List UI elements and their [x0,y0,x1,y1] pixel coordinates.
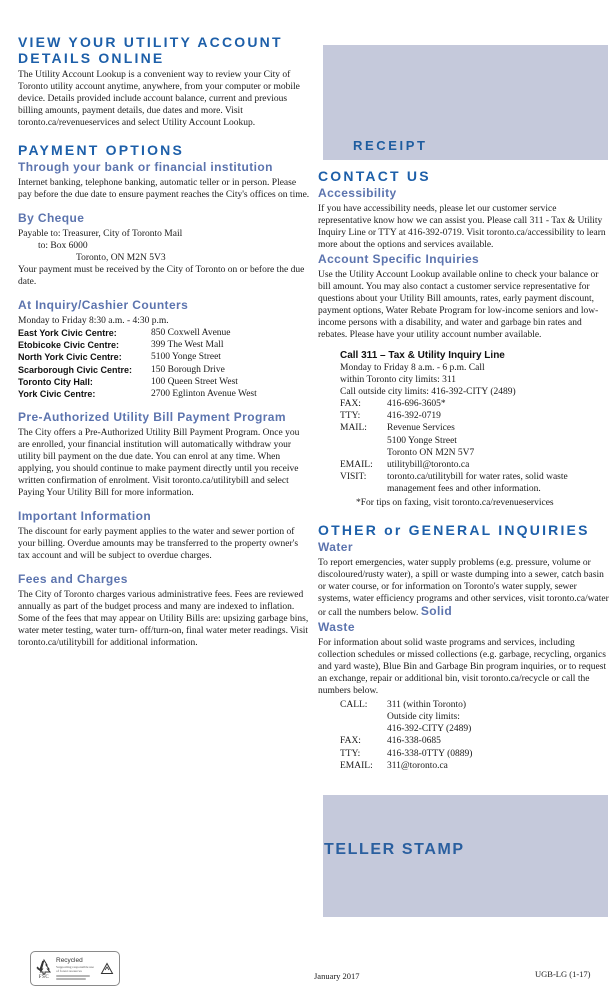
fees-body: The City of Toronto charges various administrative fees. Fees are reviewed annually as part of the budget process and many are indexed to inflation. Some of the fees that may appear on Utility Bills are: upsizing garbage bins, water meter testing, water turn- off/turn-on, final water meter readings. Visit toronto.ca/utilitybill for additional information. [18,590,309,649]
contact-row [340,748,609,760]
table-row [18,327,310,339]
teller-stamp-box [323,795,608,917]
accessibility-body: If you have accessibility needs, please let our customer service representative know how we can assist you. Please call 311 - Tax & Utility Inquiry Line or TTY at 416-392-0719. Visit toronto.ca/accessibility to learn more about the options and services available. [318,204,606,250]
contact-label [340,711,387,723]
waste-contact-block [318,699,609,772]
civic-centre-address: 5100 Yonge Street [151,352,221,363]
civic-centre-name: Toronto City Hall: [18,376,93,387]
online-details-title: VIEW YOUR UTILITY ACCOUNT DETAILS ONLINE [18,34,283,66]
important-info-heading: Important Information [18,509,152,524]
fax-footnote: *For tips on faxing, visit toronto.ca/revenueservices [356,497,554,508]
waste-heading: Waste [318,619,355,634]
contact-label [340,435,387,447]
contact-label: CALL: [340,699,368,710]
contact-value: 311 (within Toronto) [387,699,467,710]
table-row [18,364,310,376]
fsc-tree-icon [36,957,52,975]
contact-row [340,483,609,495]
civic-centre-name: Scarborough Civic Centre: [18,364,133,375]
table-row [18,339,310,351]
fsc-fine-print-line [56,978,86,980]
preauth-heading: Pre-Authorized Utility Bill Payment Program [18,410,286,425]
civic-centre-address: 2700 Eglinton Avenue West [151,389,257,400]
contact-value: 416-338-0TTY (0889) [387,748,473,759]
counters-heading: At Inquiry/Cashier Counters [18,298,189,312]
civic-centre-address: 399 The West Mall [151,340,224,351]
contact-row [340,699,609,711]
footer-form-code: UGB-LG (1-17) [535,969,591,979]
important-info-body: The discount for early payment applies to the water and sewer portion of your billing. Overdue amounts may be transferred to the property owner's tax account and will be subject to overdue charges. [18,527,299,562]
contact-label [340,447,387,459]
fsc-tagline: Supporting responsible use of forest resources [56,965,94,973]
contact-label: FAX: [340,736,361,747]
cheque-note: Your payment must be received by the City of Toronto on or before the due date. [18,265,305,287]
contact-row [340,760,609,772]
civic-centre-name: Etobicoke Civic Centre: [18,340,120,351]
bank-heading: Through your bank or financial institution [18,160,273,174]
waste-body: For information about solid waste programs and services, including collection schedules or missed collections (e.g. garbage, recycling, organics and yard waste), Blue Bin and Garbage Bin program inquiries, or to request an exchange, repair or additional bin, visit toronto.ca/recycle or call the numbers below. [318,637,607,696]
contact-label: MAIL: [340,423,367,434]
contact-value: management fees and other information. [387,484,541,495]
preauth-body: The City offers a Pre-Authorized Utility Bill Payment Program. Once you are enrolled, your financial institution will automatically withdraw your utility bill payment on the due date. You can enrol at any time. When applying, you should continue to make payment directly until you receive written confirmation of enrolment. Visit toronto.ca/utilitybill and select Paying Your Utility Bill for more information. [18,428,300,499]
bank-body: Internet banking, telephone banking, automatic teller or in person. Please pay before the due date to ensure payment reaches the City's offices on time. [18,178,310,200]
recycled-label: Recycled [56,957,83,964]
left-column [18,34,310,651]
water-body-text: To report emergencies, water supply problems (e.g. pressure, volume or discoloured/rusty water), a spill or waste dumping into a sewer, catch basin or water course, or for information on Toronto's water supply, sewer systems, water efficiency programs and other services, visit toronto.ca/water or call the numbers below. [318,557,609,618]
contact-row [340,735,609,747]
civic-centre-name: North York Civic Centre: [18,352,122,363]
water-heading: Water [318,539,353,554]
contact-row [340,723,609,735]
other-inquiries-title: OTHER or GENERAL INQUIRIES [318,521,590,538]
cheque-heading: By Cheque [18,211,85,225]
contact-us-title: CONTACT US [318,168,431,184]
account-inquiries-body: Use the Utility Account Lookup available online to check your balance or bill amount. You may also contact a customer service representative for questions about your Utility Bill amounts, rates, early payment discount, payment options, Water Rebate Program for low-income seniors and low-income persons with a disability, and water and garbage bin rates and rebates. Please have your utility account number available. [318,270,599,340]
contact-label [340,723,387,735]
fsc-fine-print-line [56,975,90,977]
recycle-symbol [100,962,115,976]
contact-row [340,410,609,422]
contact-value: 416-392-0719 [387,411,441,422]
contact-label: VISIT: [340,472,367,483]
call311-heading: Call 311 – Tax & Utility Inquiry Line [340,350,505,361]
receipt-label: RECEIPT [353,138,428,153]
civic-centre-address: 100 Queen Street West [151,376,238,387]
table-row [18,376,310,388]
teller-stamp-label: TELLER STAMP [324,841,465,858]
call311-contact-block [318,349,609,509]
fsc-word: FSC [38,975,50,980]
contact-value: Toronto ON M2N 5V7 [387,447,475,458]
account-inquiries-heading: Account Specific Inquiries [318,252,480,266]
contact-label: EMAIL: [340,760,373,771]
payment-options-title: PAYMENT OPTIONS [18,142,185,158]
call311-outside-limits: Call outside city limits: 416-392-CITY (2489) [340,387,516,397]
cheque-city-line: Toronto, ON M2N 5V3 [76,253,166,263]
cheque-box-line: to: Box 6000 [38,241,88,251]
contact-value: 311@toronto.ca [387,760,448,771]
solid-inline-heading: Solid [420,603,453,618]
contact-row [340,398,609,410]
footer-date: January 2017 [314,971,360,981]
contact-row [340,711,609,723]
call311-hours: Monday to Friday 8 a.m. - 6 p.m. Call [340,363,485,373]
water-body [318,557,609,619]
table-row [18,388,310,400]
recycle-triangle-icon [100,962,114,976]
contact-value: toronto.ca/utilitybill for water rates, solid waste [387,472,568,483]
contact-row [340,471,609,483]
contact-value: Revenue Services [387,423,455,434]
contact-row [340,459,609,471]
contact-label: EMAIL: [340,460,373,471]
contact-value: 5100 Yonge Street [387,435,457,446]
contact-value: Outside city limits: [387,712,460,723]
fsc-recycled-badge [30,951,120,986]
contact-row [340,422,609,434]
civic-centre-name: York Civic Centre: [18,389,96,400]
contact-value: utilitybill@toronto.ca [387,460,470,471]
counters-hours: Monday to Friday 8:30 a.m. - 4:30 p.m. [18,316,169,326]
contact-row [340,435,609,447]
contact-value: 416-696-3605* [387,399,446,409]
contact-row [340,447,609,459]
fsc-text-block [56,957,97,980]
contact-value: 416-338-0685 [387,736,441,747]
receipt-stamp-box [323,45,608,160]
contact-label: TTY: [340,411,361,422]
civic-centre-address: 150 Borough Drive [151,364,225,375]
right-column [318,168,609,772]
fees-heading: Fees and Charges [18,572,128,587]
online-details-body: The Utility Account Lookup is a convenient way to review your City of Toronto utility account anytime, anywhere, from your computer or mobile device. Details provided include account balance, current and previous billing amounts, payment details, due dates and more. Visit toronto.ca/revenueservices and select Utility Account Lookup. [18,70,300,128]
table-row [18,351,310,363]
contact-value: 416-392-CITY (2489) [387,724,472,735]
fsc-logo [35,957,53,980]
contact-label: TTY: [340,748,361,759]
call311-within-limits: within Toronto city limits: 311 [340,375,456,385]
civic-centre-name: East York Civic Centre: [18,328,117,338]
accessibility-heading: Accessibility [318,186,397,200]
cheque-payable-line: Payable to: Treasurer, City of Toronto Mail [18,229,183,239]
contact-label: FAX: [340,399,361,409]
civic-centre-address: 850 Coxwell Avenue [151,328,231,338]
contact-label [340,483,387,495]
